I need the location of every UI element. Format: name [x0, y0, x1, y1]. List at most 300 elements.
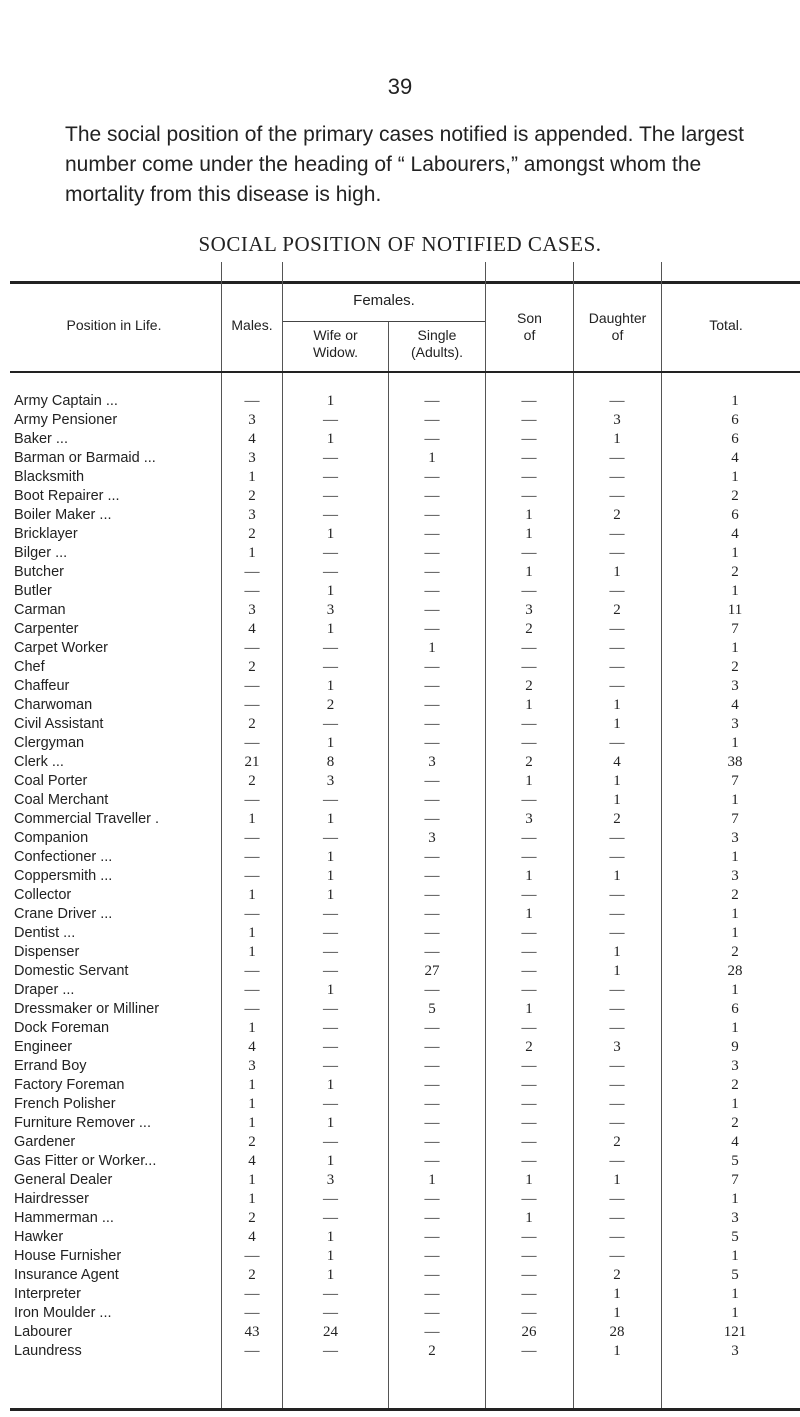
son-of-cell: — — [521, 1343, 537, 1359]
wife-widow-cell: — — [323, 469, 338, 485]
males-cell: — — [244, 1248, 260, 1264]
occupation-cell: Insurance Agent — [14, 1267, 119, 1283]
son-of-cell: — — [521, 944, 537, 960]
single-adults-cell: — — [424, 1058, 440, 1074]
son-of-cell: — — [521, 963, 537, 979]
son-of-cell: — — [521, 1058, 537, 1074]
son-of-cell: — — [521, 1248, 537, 1264]
son-of-cell: 2 — [525, 1039, 533, 1055]
header-wife-widow-line1: Wife or — [313, 327, 358, 343]
males-cell: — — [244, 393, 260, 409]
males-cell: 21 — [244, 754, 260, 770]
total-cell: 1 — [731, 393, 739, 409]
header-single-line2: (Adults). — [410, 344, 464, 360]
daughter-of-cell: — — [609, 545, 625, 561]
total-cell: 2 — [731, 1115, 739, 1131]
occupation-cell: Dressmaker or Milliner — [14, 1001, 160, 1017]
occupation-cell: Confectioner ... — [14, 849, 113, 865]
occupation-cell: Coal Merchant — [14, 792, 109, 808]
table-row — [0, 1057, 800, 1076]
occupation-cell: Gardener — [14, 1134, 76, 1150]
total-cell: 7 — [731, 773, 739, 789]
occupation-cell: Commercial Traveller . — [14, 811, 160, 827]
wife-widow-cell: 3 — [326, 773, 335, 789]
daughter-of-cell: 1 — [613, 1305, 621, 1321]
occupation-cell: Butcher — [14, 564, 64, 580]
single-adults-cell: — — [424, 469, 440, 485]
daughter-of-cell: 1 — [613, 773, 621, 789]
daughter-of-cell: 2 — [613, 811, 621, 827]
son-of-cell: — — [521, 849, 537, 865]
daughter-of-cell: — — [609, 1115, 625, 1131]
table-row — [0, 525, 800, 544]
daughter-of-cell: — — [609, 1096, 625, 1112]
table-row — [0, 411, 800, 430]
males-cell: 4 — [248, 621, 256, 637]
header-single — [389, 327, 485, 361]
son-of-cell: — — [521, 982, 537, 998]
son-of-cell: — — [521, 640, 537, 656]
daughter-of-cell: — — [609, 830, 625, 846]
daughter-of-cell: — — [609, 469, 625, 485]
son-of-cell: 1 — [525, 564, 533, 580]
total-cell: 7 — [731, 1172, 739, 1188]
total-cell: 5 — [731, 1153, 739, 1169]
wife-widow-cell: 1 — [326, 849, 335, 865]
son-of-cell: — — [521, 1096, 537, 1112]
males-cell: — — [244, 963, 260, 979]
single-adults-cell: — — [424, 849, 440, 865]
son-of-cell: — — [521, 1229, 537, 1245]
table-row — [0, 1114, 800, 1133]
single-adults-cell: — — [424, 1191, 440, 1207]
occupation-cell: French Polisher — [14, 1096, 116, 1112]
son-of-cell: — — [521, 792, 537, 808]
wife-widow-cell: 1 — [326, 1153, 335, 1169]
males-cell: — — [244, 830, 260, 846]
son-of-cell: — — [521, 735, 537, 751]
table-row — [0, 715, 800, 734]
total-cell: 1 — [731, 982, 739, 998]
single-adults-cell: — — [424, 1115, 440, 1131]
son-of-cell: 1 — [525, 868, 533, 884]
males-cell: — — [244, 640, 260, 656]
total-cell: 1 — [731, 1305, 739, 1321]
occupation-cell: Interpreter — [14, 1286, 81, 1302]
wife-widow-cell: — — [323, 716, 338, 732]
occupation-cell: Errand Boy — [14, 1058, 87, 1074]
single-adults-cell: — — [424, 431, 440, 447]
table-row — [0, 658, 800, 677]
total-cell: 1 — [731, 545, 739, 561]
header-wife-widow — [283, 327, 388, 361]
males-cell: — — [244, 1286, 260, 1302]
intro-paragraph: The social position of the primary cases notified is appended. The largest number come under the heading of “ Labourers,” amongst whom the mortality from this disease is high. — [65, 123, 744, 206]
table-row — [0, 1095, 800, 1114]
table-body — [0, 392, 800, 1361]
males-cell: — — [244, 849, 260, 865]
single-adults-cell: — — [424, 773, 440, 789]
males-cell: 2 — [248, 1134, 256, 1150]
table-row — [0, 544, 800, 563]
total-cell: 2 — [731, 659, 739, 675]
daughter-of-cell: — — [609, 1153, 625, 1169]
son-of-cell: 2 — [525, 754, 533, 770]
wife-widow-cell: 2 — [326, 697, 335, 713]
header-daughter-line1: Daughter — [588, 310, 647, 326]
total-cell: 3 — [731, 830, 739, 846]
total-cell: 1 — [731, 735, 739, 751]
males-cell: — — [244, 1305, 260, 1321]
occupation-cell: Laundress — [14, 1343, 82, 1359]
table-row — [0, 563, 800, 582]
son-of-cell: 1 — [525, 526, 533, 542]
son-of-cell: 1 — [525, 1172, 533, 1188]
daughter-of-cell: 3 — [613, 412, 621, 428]
son-of-cell: 3 — [525, 811, 533, 827]
occupation-cell: Hairdresser — [14, 1191, 89, 1207]
total-cell: 1 — [731, 1191, 739, 1207]
total-cell: 9 — [731, 1039, 739, 1055]
wife-widow-cell: 1 — [326, 868, 335, 884]
table-row — [0, 582, 800, 601]
single-adults-cell: — — [424, 545, 440, 561]
wife-widow-cell: 1 — [326, 1229, 335, 1245]
occupation-cell: General Dealer — [14, 1172, 113, 1188]
header-son-line1: Son — [517, 310, 542, 326]
wife-widow-cell: — — [323, 564, 338, 580]
occupation-cell: Butler — [14, 583, 52, 599]
occupation-cell: Army Pensioner — [14, 412, 118, 428]
total-cell: 2 — [731, 488, 739, 504]
single-adults-cell: — — [424, 982, 440, 998]
single-adults-cell: — — [424, 1210, 440, 1226]
wife-widow-cell: 1 — [326, 1115, 335, 1131]
son-of-cell: 2 — [525, 621, 533, 637]
total-cell: 1 — [731, 1286, 739, 1302]
table-header-rule — [10, 371, 800, 373]
single-adults-cell: — — [424, 1267, 440, 1283]
son-of-cell: — — [521, 659, 537, 675]
daughter-of-cell: — — [609, 1229, 625, 1245]
total-cell: 1 — [731, 1020, 739, 1036]
wife-widow-cell: — — [323, 1096, 338, 1112]
son-of-cell: — — [521, 393, 537, 409]
table-row — [0, 487, 800, 506]
table-row — [0, 1019, 800, 1038]
total-cell: 5 — [731, 1267, 739, 1283]
males-cell: — — [244, 982, 260, 998]
daughter-of-cell: — — [609, 1020, 625, 1036]
males-cell: 3 — [248, 507, 256, 523]
total-cell: 11 — [727, 602, 743, 618]
single-adults-cell: — — [424, 1324, 440, 1340]
total-cell: 1 — [731, 583, 739, 599]
table-row — [0, 962, 800, 981]
wife-widow-cell: 1 — [326, 621, 335, 637]
daughter-of-cell: — — [609, 678, 625, 694]
table-row — [0, 1152, 800, 1171]
wife-widow-cell: — — [323, 1001, 338, 1017]
total-cell: 2 — [731, 944, 739, 960]
son-of-cell: — — [521, 431, 537, 447]
occupation-cell: Boiler Maker ... — [14, 507, 112, 523]
occupation-cell: Labourer — [14, 1324, 73, 1340]
males-cell: 4 — [248, 1153, 256, 1169]
wife-widow-cell: — — [323, 1286, 338, 1302]
males-cell: 1 — [248, 887, 256, 903]
table-row — [0, 753, 800, 772]
wife-widow-cell: — — [323, 1058, 338, 1074]
wife-widow-cell: — — [323, 1134, 338, 1150]
occupation-cell: Furniture Remover ... — [14, 1115, 151, 1131]
males-cell: 3 — [248, 450, 256, 466]
total-cell: 5 — [731, 1229, 739, 1245]
son-of-cell: — — [521, 1267, 537, 1283]
header-position: Position in Life. — [66, 317, 162, 333]
males-cell: 1 — [248, 469, 256, 485]
wife-widow-cell: 1 — [326, 431, 335, 447]
total-cell: 3 — [731, 1210, 739, 1226]
males-cell: 1 — [248, 1020, 256, 1036]
single-adults-cell: — — [424, 602, 440, 618]
son-of-cell: — — [521, 412, 537, 428]
wife-widow-cell: — — [323, 412, 338, 428]
wife-widow-cell: — — [323, 488, 338, 504]
total-cell: 6 — [731, 412, 739, 428]
son-of-cell: — — [521, 545, 537, 561]
daughter-of-cell: — — [609, 488, 625, 504]
table-row — [0, 772, 800, 791]
table-title: SOCIAL POSITION OF NOTIFIED CASES. — [198, 232, 602, 256]
males-cell: 2 — [248, 659, 256, 675]
males-cell: — — [244, 906, 260, 922]
wife-widow-cell: — — [323, 1343, 338, 1359]
son-of-cell: — — [521, 830, 537, 846]
son-of-cell: — — [521, 1305, 537, 1321]
wife-widow-cell: 1 — [326, 982, 335, 998]
occupation-cell: Charwoman — [14, 697, 93, 713]
total-cell: 2 — [731, 564, 739, 580]
males-cell: 1 — [248, 1191, 256, 1207]
total-cell: 2 — [731, 1077, 739, 1093]
single-adults-cell: — — [424, 1153, 440, 1169]
daughter-of-cell: 3 — [613, 1039, 621, 1055]
table-row — [0, 601, 800, 620]
females-subheader-rule — [283, 321, 485, 322]
table-row — [0, 905, 800, 924]
males-cell: — — [244, 868, 260, 884]
daughter-of-cell: — — [609, 621, 625, 637]
header-males: Males. — [231, 317, 273, 333]
single-adults-cell: 27 — [424, 963, 440, 979]
table-row — [0, 449, 800, 468]
males-cell: 1 — [248, 1115, 256, 1131]
males-cell: 1 — [248, 1077, 256, 1093]
males-cell: 43 — [244, 1324, 260, 1340]
header-daughter-of — [574, 310, 661, 344]
single-adults-cell: — — [424, 412, 440, 428]
wife-widow-cell: — — [323, 925, 338, 941]
son-of-cell: 1 — [525, 1001, 533, 1017]
daughter-of-cell: — — [609, 1210, 625, 1226]
single-adults-cell: — — [424, 526, 440, 542]
daughter-of-cell: — — [609, 1248, 625, 1264]
daughter-of-cell: 1 — [613, 697, 621, 713]
son-of-cell: 1 — [525, 697, 533, 713]
occupation-cell: Engineer — [14, 1039, 73, 1055]
daughter-of-cell: — — [609, 640, 625, 656]
wife-widow-cell: — — [323, 450, 338, 466]
page-number: 39 — [387, 74, 413, 99]
occupation-cell: Boot Repairer ... — [14, 488, 120, 504]
total-cell: 6 — [731, 431, 739, 447]
single-adults-cell: — — [424, 1248, 440, 1264]
daughter-of-cell: 28 — [609, 1324, 625, 1340]
males-cell: — — [244, 583, 260, 599]
wife-widow-cell: 1 — [326, 678, 335, 694]
wife-widow-cell: 8 — [326, 754, 335, 770]
occupation-cell: Factory Foreman — [14, 1077, 125, 1093]
daughter-of-cell: — — [609, 849, 625, 865]
wife-widow-cell: — — [323, 507, 338, 523]
occupation-cell: Dispenser — [14, 944, 80, 960]
occupation-cell: Crane Driver ... — [14, 906, 113, 922]
wife-widow-cell: 1 — [326, 735, 335, 751]
wife-widow-cell: — — [323, 906, 338, 922]
wife-widow-cell: — — [323, 1210, 338, 1226]
daughter-of-cell: — — [609, 1001, 625, 1017]
table-row — [0, 639, 800, 658]
males-cell: — — [244, 792, 260, 808]
single-adults-cell: — — [424, 1039, 440, 1055]
occupation-cell: Coppersmith ... — [14, 868, 113, 884]
daughter-of-cell: 2 — [613, 507, 621, 523]
single-adults-cell: — — [424, 925, 440, 941]
total-cell: 4 — [731, 1134, 739, 1150]
wife-widow-cell: 1 — [326, 1267, 335, 1283]
table-row — [0, 981, 800, 1000]
single-adults-cell: — — [424, 621, 440, 637]
occupation-cell: Gas Fitter or Worker... — [14, 1153, 157, 1169]
total-cell: 121 — [723, 1324, 747, 1340]
table-row — [0, 392, 800, 411]
table-row — [0, 943, 800, 962]
total-cell: 3 — [731, 678, 739, 694]
total-cell: 38 — [727, 754, 743, 770]
wife-widow-cell: 24 — [323, 1324, 338, 1340]
wife-widow-cell: 1 — [326, 393, 335, 409]
occupation-cell: Clerk ... — [14, 754, 64, 770]
occupation-cell: Carpet Worker — [14, 640, 109, 656]
males-cell: 1 — [248, 925, 256, 941]
males-cell: — — [244, 1001, 260, 1017]
wife-widow-cell: — — [323, 963, 338, 979]
daughter-of-cell: — — [609, 982, 625, 998]
table-row — [0, 1038, 800, 1057]
total-cell: 1 — [731, 925, 739, 941]
son-of-cell: 2 — [525, 678, 533, 694]
wife-widow-cell: — — [323, 1305, 338, 1321]
son-of-cell: — — [521, 716, 537, 732]
males-cell: 1 — [248, 545, 256, 561]
wife-widow-cell: — — [323, 1191, 338, 1207]
total-cell: 6 — [731, 1001, 739, 1017]
occupation-cell: Iron Moulder ... — [14, 1305, 112, 1321]
single-adults-cell: — — [424, 1077, 440, 1093]
daughter-of-cell: — — [609, 906, 625, 922]
single-adults-cell: — — [424, 393, 440, 409]
table-top-rule — [10, 281, 800, 284]
males-cell: 2 — [248, 716, 256, 732]
wife-widow-cell: 1 — [326, 811, 335, 827]
daughter-of-cell: 4 — [613, 754, 621, 770]
single-adults-cell: 5 — [428, 1001, 436, 1017]
total-cell: 3 — [731, 868, 739, 884]
single-adults-cell: 1 — [428, 1172, 436, 1188]
males-cell: 1 — [248, 1172, 256, 1188]
son-of-cell: — — [521, 887, 537, 903]
son-of-cell: — — [521, 469, 537, 485]
occupation-cell: Hawker — [14, 1229, 64, 1245]
son-of-cell: 1 — [525, 906, 533, 922]
total-cell: 1 — [731, 792, 739, 808]
table-row — [0, 430, 800, 449]
son-of-cell: 1 — [525, 773, 533, 789]
occupation-cell: Collector — [14, 887, 72, 903]
single-adults-cell: — — [424, 811, 440, 827]
total-cell: 1 — [731, 1248, 739, 1264]
single-adults-cell: — — [424, 697, 440, 713]
males-cell: 2 — [248, 488, 256, 504]
daughter-of-cell: 1 — [613, 944, 621, 960]
daughter-of-cell: — — [609, 925, 625, 941]
son-of-cell: — — [521, 1115, 537, 1131]
daughter-of-cell: — — [609, 735, 625, 751]
single-adults-cell: — — [424, 507, 440, 523]
single-adults-cell: — — [424, 887, 440, 903]
occupation-cell: Chef — [14, 659, 45, 675]
table-row — [0, 1342, 800, 1361]
table-row — [0, 1285, 800, 1304]
son-of-cell: 26 — [521, 1324, 537, 1340]
males-cell: 3 — [248, 412, 256, 428]
occupation-cell: Carpenter — [14, 621, 79, 637]
table-row — [0, 791, 800, 810]
males-cell: 2 — [248, 1210, 256, 1226]
header-son-line2: of — [523, 327, 536, 343]
table-row — [0, 506, 800, 525]
wife-widow-cell: — — [323, 1020, 338, 1036]
males-cell: 4 — [248, 1039, 256, 1055]
wife-widow-cell: — — [323, 640, 338, 656]
son-of-cell: — — [521, 1020, 537, 1036]
single-adults-cell: — — [424, 1286, 440, 1302]
occupation-cell: Companion — [14, 830, 89, 846]
total-cell: 4 — [731, 697, 739, 713]
daughter-of-cell: — — [609, 450, 625, 466]
son-of-cell: — — [521, 1191, 537, 1207]
males-cell: 2 — [248, 526, 256, 542]
males-cell: 4 — [248, 1229, 256, 1245]
single-adults-cell: — — [424, 1096, 440, 1112]
header-total: Total. — [709, 317, 743, 333]
daughter-of-cell: — — [609, 659, 625, 675]
total-cell: 28 — [727, 963, 743, 979]
son-of-cell: 1 — [525, 507, 533, 523]
single-adults-cell: 3 — [428, 830, 436, 846]
total-cell: 1 — [731, 1096, 739, 1112]
